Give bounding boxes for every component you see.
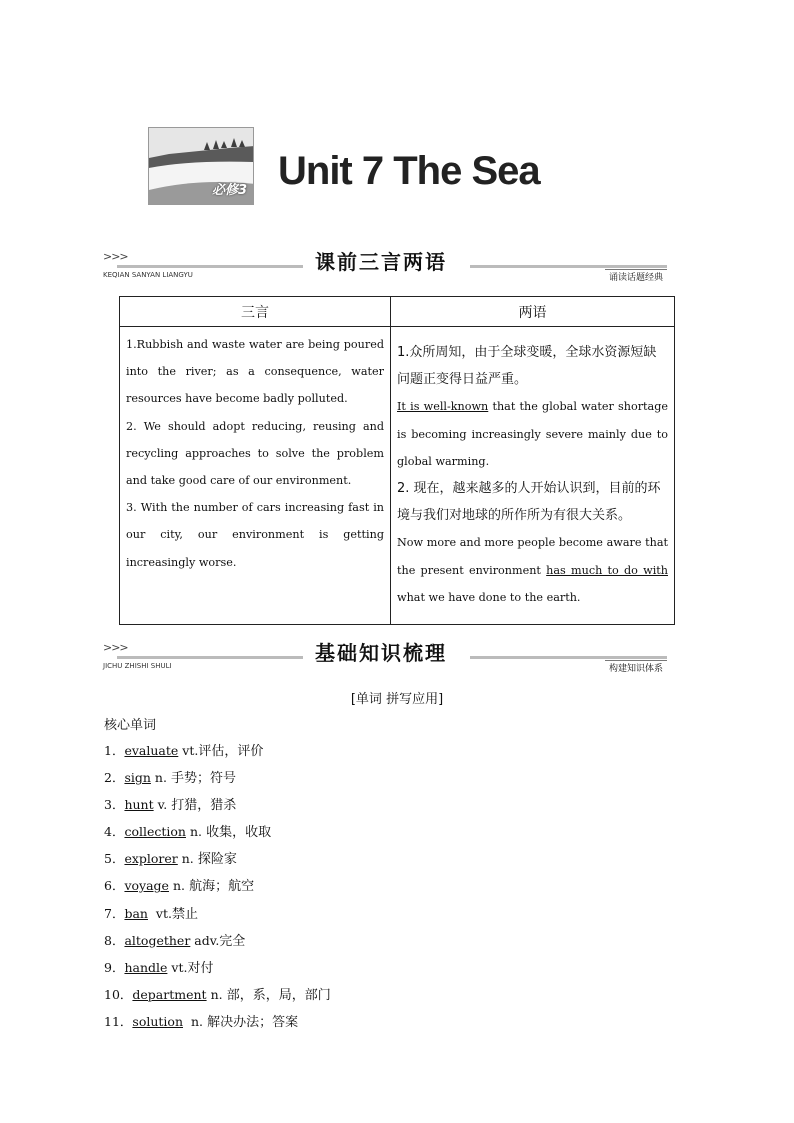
vocab-word: evaluate <box>124 743 179 758</box>
item-number: 6． <box>104 878 125 894</box>
list-item <box>104 930 331 957</box>
key-phrase: has much to do with <box>546 563 668 577</box>
chevron-icon: >>> <box>103 641 128 654</box>
sentence-en <box>397 393 668 475</box>
part-of-speech: v. <box>153 797 168 813</box>
vocab-word: collection <box>124 824 186 840</box>
word-meaning: 解决办法；答案 <box>202 1014 299 1030</box>
section-banner-basics <box>103 637 667 677</box>
vocab-word: handle <box>124 959 168 975</box>
vocab-word: department <box>132 986 207 1002</box>
list-item <box>104 794 331 821</box>
word-meaning: 对付 <box>187 960 214 976</box>
divider <box>470 656 667 659</box>
divider <box>117 656 303 659</box>
part-of-speech: n. <box>183 1013 203 1029</box>
vocab-heading: [单词 拼写应用] <box>350 692 444 707</box>
item-number: 3． <box>104 797 125 813</box>
word-meaning: 完全 <box>219 933 246 949</box>
part-of-speech: n. <box>185 824 202 840</box>
item-number: 1． <box>104 743 125 758</box>
item-number: 4． <box>104 824 125 840</box>
sentence: 2. We should adopt reducing, reusing and recycling approaches to solve the problem and take good care of our environment. <box>126 419 384 488</box>
section-title: 课前三言两语 <box>315 250 447 274</box>
section-banner-preview <box>103 246 667 286</box>
key-phrase: It is well-known <box>397 400 489 414</box>
part-of-speech: n. <box>168 878 185 894</box>
core-words-title: 核心单词 <box>104 718 157 733</box>
vocab-word: hunt <box>124 797 154 813</box>
vocab-word: sign <box>124 770 151 786</box>
sentence-text: Now more and more people become aware that the present environment <box>397 536 668 577</box>
list-item <box>104 984 331 1011</box>
part-of-speech: vt. <box>178 743 199 758</box>
list-item <box>104 767 331 794</box>
sentence-text: that the global water shortage is becoming increasingly severe mainly due to global warming. <box>397 400 668 468</box>
part-of-speech: vt. <box>147 905 172 921</box>
table-header: 两语 <box>391 297 675 327</box>
list-item <box>104 740 331 767</box>
word-meaning: 打猎，猎杀 <box>167 798 237 814</box>
word-meaning: 探险家 <box>193 852 237 868</box>
word-list <box>104 740 331 1038</box>
vocab-word: voyage <box>124 878 169 894</box>
sentence: 1.Rubbish and waste water are being poured into the river; as a consequence, water resources have become badly polluted. <box>126 338 384 406</box>
sentence-cn: 2. 现在，越来越多的人开始认识到，目前的环境与我们对地球的所作所为有很大关系。 <box>397 481 661 524</box>
part-of-speech: vt. <box>167 959 188 975</box>
item-number: 10． <box>104 986 133 1002</box>
item-number: 11． <box>104 1013 133 1029</box>
list-item <box>104 1011 331 1038</box>
table-cell-left <box>120 327 391 625</box>
sentence: 3. With the number of cars increasing fast in our city, our environment is getting increasingly worse. <box>126 501 384 569</box>
item-number: 8． <box>104 932 125 948</box>
word-meaning: 评估，评价 <box>198 744 264 759</box>
badge-label: 必修3 <box>211 183 247 198</box>
item-number: 9． <box>104 959 125 975</box>
section-pinyin: KEQIAN SANYAN LIANGYU <box>103 271 193 279</box>
word-meaning: 部，系，局，部门 <box>222 987 331 1003</box>
word-meaning: 禁止 <box>171 906 198 922</box>
list-item <box>104 848 331 875</box>
word-meaning: 收集，收取 <box>201 825 272 841</box>
vocab-word: altogether <box>124 932 191 948</box>
table-cell-right <box>391 327 675 625</box>
item-number: 2． <box>104 770 125 786</box>
list-item <box>104 875 331 902</box>
list-item <box>104 957 331 984</box>
word-meaning: 航海；航空 <box>184 879 255 895</box>
unit-title: Unit 7 The Sea <box>278 149 540 193</box>
section-pinyin: JICHU ZHISHI SHULI <box>103 662 172 670</box>
part-of-speech: n. <box>150 770 167 786</box>
section-title: 基础知识梳理 <box>315 641 447 665</box>
vocab-word: solution <box>132 1013 183 1029</box>
divider <box>117 265 303 268</box>
divider <box>470 265 667 268</box>
sentence-text: what we have done to the earth. <box>397 590 581 604</box>
section-tag: 诵读话题经典 <box>605 269 667 283</box>
sentence-cn: 1.众所周知，由于全球变暖，全球水资源短缺问题正变得日益严重。 <box>397 345 657 388</box>
part-of-speech: adv. <box>190 932 220 948</box>
list-item <box>104 903 331 930</box>
chevron-icon: >>> <box>103 250 128 263</box>
word-meaning: 手势；符号 <box>166 771 237 787</box>
sentence-en <box>397 529 668 611</box>
unit-badge-image <box>148 127 254 205</box>
phrases-table <box>119 296 675 625</box>
vocab-word: ban <box>124 905 148 921</box>
section-tag: 构建知识体系 <box>605 660 667 674</box>
table-header: 三言 <box>120 297 391 327</box>
item-number: 7． <box>104 905 125 921</box>
vocab-word: explorer <box>124 851 178 867</box>
part-of-speech: n. <box>177 851 194 867</box>
item-number: 5． <box>104 851 125 867</box>
part-of-speech: n. <box>206 986 223 1002</box>
list-item <box>104 821 331 848</box>
